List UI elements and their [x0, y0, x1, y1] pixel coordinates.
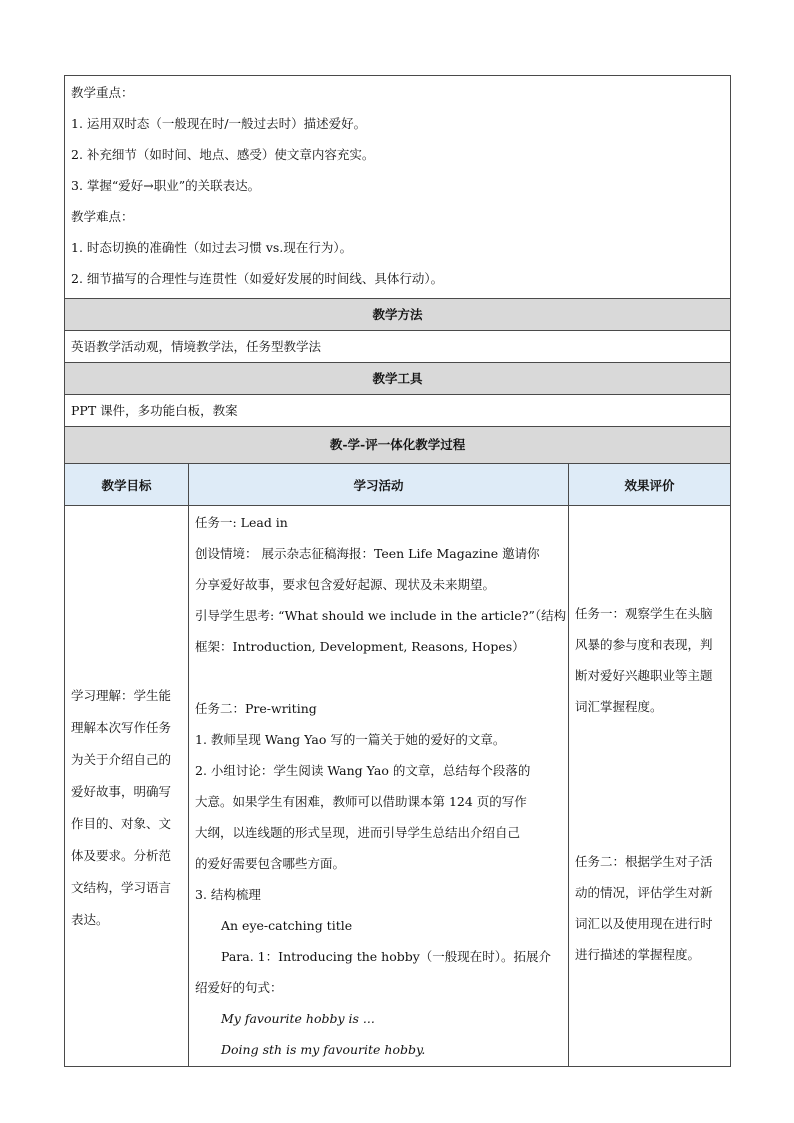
methods-content-row: [65, 331, 731, 363]
task2-item: 大意。如果学生有困难，教师可以借助课本第 124 页的写作: [195, 794, 527, 809]
task2-item: 1. 教师呈现 Wang Yao 写的一篇关于她的爱好的文章。: [195, 732, 506, 747]
task2-item: 2. 小组讨论：学生阅读 Wang Yao 的文章，总结每个段落的: [195, 763, 531, 778]
process-header: 教-学-评一体化教学过程: [65, 427, 731, 464]
difficulty-item: 1. 时态切换的准确性（如过去习惯 vs.现在行为）。: [71, 240, 353, 255]
task2-item: 大纲，以连线题的形式呈现，进而引导学生总结出介绍自己: [195, 825, 521, 840]
task1-line: 分享爱好故事，要求包含爱好起源、现状及未来期望。: [195, 577, 496, 592]
task1-line: 引导学生思考: “What should we include in the article?”（结构: [195, 608, 567, 623]
task1-line: 创设情境： 展示杂志征稿海报：Teen Life Magazine 邀请你: [195, 546, 540, 561]
para1-line: 绍爱好的句式：: [195, 980, 283, 995]
focus-row: [65, 76, 731, 299]
example-sentence: My favourite hobby is ...: [221, 1011, 375, 1026]
difficulty-item: 2. 细节描写的合理性与连贯性（如爱好发展的时间线、具体行动）。: [71, 271, 444, 286]
process-body-row: [65, 506, 731, 1067]
focus-heading: 教学重点：: [71, 85, 134, 100]
task1-line: 框架：Introduction, Development, Reasons, Hopes）: [195, 639, 525, 654]
lesson-plan-table: [64, 75, 731, 1067]
difficulty-heading: 教学难点：: [71, 209, 134, 224]
task2-item: 3. 结构梳理: [195, 887, 261, 902]
col-header-evaluation: 效果评价: [569, 464, 731, 506]
activity-cell: [189, 506, 569, 1067]
tools-content: PPT 课件，多功能白板，教案: [65, 395, 731, 427]
task1-title: 任务一: Lead in: [195, 515, 288, 530]
tools-header-row: [65, 363, 731, 395]
structure-title: An eye-catching title: [221, 918, 353, 933]
goal-text: 学习理解：学生能理解本次写作任务为关于介绍自己的爱好故事，明确写作目的、对象、文体及要求。分析范文结构，学习语言表达。: [71, 688, 172, 927]
goal-cell: [65, 506, 189, 1067]
evaluation-cell: [569, 506, 731, 1067]
evaluation-task1: 任务一：观察学生在头脑风暴的参与度和表现，判断对爱好兴趣职业等主题词汇掌握程度。: [575, 606, 713, 714]
process-column-headers: [65, 464, 731, 506]
methods-content: 英语教学活动观，情境教学法，任务型教学法: [65, 331, 731, 363]
process-header-row: [65, 427, 731, 464]
col-header-goal: 教学目标: [65, 464, 189, 506]
tools-content-row: [65, 395, 731, 427]
example-sentence: Doing sth is my favourite hobby.: [221, 1042, 426, 1057]
focus-item: 3. 掌握“爱好→职业”的关联表达。: [71, 178, 261, 193]
task2-title: 任务二：Pre-writing: [195, 701, 317, 716]
task2-item: 的爱好需要包含哪些方面。: [195, 856, 346, 871]
evaluation-task2: 任务二：根据学生对子活动的情况，评估学生对新词汇以及使用现在进行时进行描述的掌握程度。: [575, 854, 713, 962]
col-header-activity: 学习活动: [189, 464, 569, 506]
focus-cell: [65, 76, 731, 299]
methods-header: 教学方法: [65, 299, 731, 331]
focus-item: 1. 运用双时态（一般现在时/一般过去时）描述爱好。: [71, 116, 367, 131]
para1-line: Para. 1：Introducing the hobby（一般现在时）。拓展介: [221, 949, 552, 964]
methods-header-row: [65, 299, 731, 331]
focus-item: 2. 补充细节（如时间、地点、感受）使文章内容充实。: [71, 147, 375, 162]
tools-header: 教学工具: [65, 363, 731, 395]
blank-line: [195, 662, 562, 693]
